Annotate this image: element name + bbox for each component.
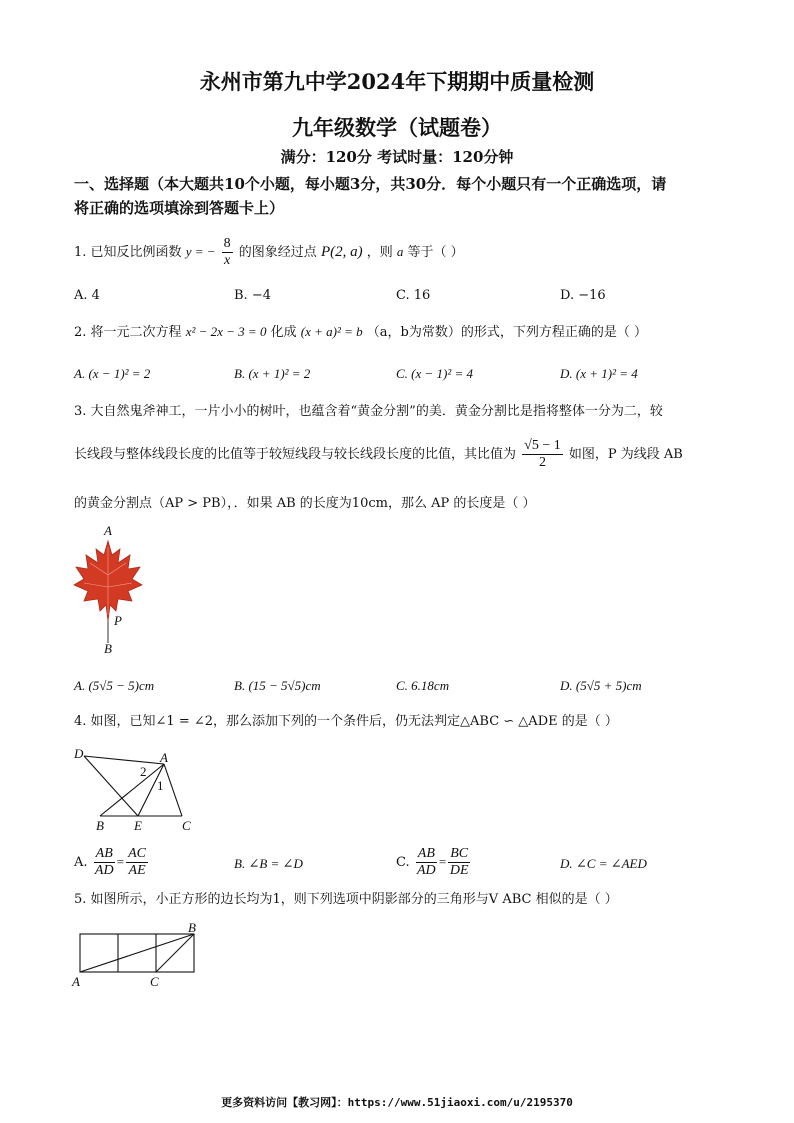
q1-text-d: 等于（ ）	[407, 245, 464, 260]
q3-option-b[interactable]: B. (15 − 5√5)cm	[234, 678, 321, 693]
maple-leaf-icon	[70, 525, 150, 660]
q1-func: y = −	[185, 244, 216, 259]
q4-a-num1: AB	[95, 846, 113, 861]
grid-label-a: A	[72, 974, 80, 989]
q1-text-c: ，则	[366, 245, 393, 260]
q3-fraction	[522, 438, 563, 471]
q4-option-d[interactable]: D. ∠C = ∠AED	[560, 856, 647, 871]
q2-option-a[interactable]: A. (x − 1)² = 2	[74, 366, 151, 381]
question-4: 4. 如图，已知∠1 = ∠2，那么添加下列的一个条件后，仍无法判定△ABC ∽ △ADE 的是（ ）	[74, 714, 618, 729]
grid-label-b: B	[188, 920, 196, 935]
q1-option-b[interactable]: B. −4	[234, 288, 271, 303]
q1-option-c[interactable]: C. 16	[396, 288, 431, 303]
question-1	[74, 236, 464, 269]
q2-option-b[interactable]: B. (x + 1)² = 2	[234, 366, 311, 381]
q3-fraction-num: √5 − 1	[524, 438, 561, 453]
q2-text-a: 2. 将一元二次方程	[74, 325, 182, 340]
q4-c-num1: AB	[417, 846, 435, 861]
q1-var: a	[396, 244, 404, 259]
footer-link[interactable]: 更多资料访问【教习网】：https://www.51jiaoxi.com/u/2195370	[221, 1096, 573, 1109]
q3-fraction-den: 2	[538, 455, 546, 470]
q4-c-num2: BC	[450, 846, 469, 861]
q2-equation: x² − 2x − 3 = 0	[185, 324, 267, 339]
section-heading	[74, 172, 734, 220]
question-3-line2	[74, 438, 683, 471]
section-heading-line2: 将正确的选项填涂到答题卡上）	[74, 199, 285, 217]
q4-option-a-frac1	[94, 846, 115, 879]
exam-title: 永州市第九中学2024年下期期中质量检测	[199, 69, 595, 94]
point-label-e: E	[134, 818, 142, 833]
q4-option-c-prefix: C.	[396, 855, 410, 870]
q4-a-num2: AC	[128, 846, 147, 861]
q1-fraction-num: 8	[223, 236, 231, 251]
question-3-line1: 3. 大自然鬼斧神工，一片小小的树叶，也蕴含着“黄金分割”的美．黄金分割比是指将整体一分为二，较	[74, 404, 663, 419]
triangle-figure	[70, 744, 200, 836]
q1-text-b: 的图象经过点	[238, 245, 317, 260]
grid-label-c: C	[150, 974, 159, 989]
q4-option-c-frac2	[448, 846, 470, 879]
leaf-label-a: A	[104, 523, 112, 538]
leaf-label-b: B	[104, 641, 112, 656]
q4-option-a[interactable]: A. $\frac{AB}{AD}$ = $\frac{AC}{AE}$	[74, 846, 147, 878]
q4-c-den2: DE	[449, 863, 469, 878]
score-time: 满分：120分 考试时量：120分钟	[280, 148, 514, 166]
q4-option-c-frac1	[416, 846, 437, 879]
q2-form: (x + a)² = b	[300, 324, 363, 339]
q3-option-c[interactable]: C. 6.18cm	[396, 678, 450, 693]
maple-leaf-figure	[70, 525, 150, 660]
grid-figure	[70, 920, 210, 992]
q1-point: P(2, a)	[320, 244, 363, 260]
q1-option-a[interactable]: A. 4	[74, 288, 100, 303]
section-heading-line1: 一、选择题（本大题共10个小题，每小题3分，共30分．每个小题只有一个正确选项，请	[74, 175, 667, 193]
q4-a-den2: AE	[128, 863, 146, 878]
q4-option-a-frac2	[126, 846, 148, 879]
point-label-c: C	[182, 818, 191, 833]
point-label-a: A	[160, 750, 168, 765]
exam-subtitle: 九年级数学（试题卷）	[292, 115, 502, 140]
q3-line2-b: 如图，P 为线段 AB	[568, 447, 683, 462]
question-5: 5. 如图所示，小正方形的边长均为1，则下列选项中阴影部分的三角形与V ABC 相似的是（ ）	[74, 892, 618, 907]
question-3-line3: 的黄金分割点（AP > PB），．如果 AB 的长度为10cm，那么 AP 的长度是（ ）	[74, 496, 536, 511]
q4-option-c[interactable]: C. $\frac{AB}{AD}$ = $\frac{BC}{DE}$	[396, 846, 469, 878]
q2-text-b: 化成	[270, 325, 297, 340]
q1-option-d[interactable]: D. −16	[560, 288, 606, 303]
q2-option-c[interactable]: C. (x − 1)² = 4	[396, 366, 474, 381]
q1-text-a: 1. 已知反比例函数	[74, 245, 182, 260]
q1-fraction-den: x	[224, 253, 231, 268]
q4-a-den1: AD	[94, 863, 114, 878]
q1-fraction	[222, 236, 233, 269]
q3-option-d[interactable]: D. (5√5 + 5)cm	[560, 678, 642, 693]
q2-text-c: （a，b为常数）的形式，下列方程正确的是（ ）	[366, 325, 647, 340]
angle-label-1: 1	[157, 778, 164, 793]
point-label-d: D	[74, 746, 84, 761]
point-label-b: B	[96, 818, 104, 833]
q4-option-a-prefix: A.	[74, 855, 88, 870]
angle-label-2: 2	[140, 764, 147, 779]
q2-option-d[interactable]: D. (x + 1)² = 4	[560, 366, 638, 381]
q3-line2-a: 长线段与整体线段长度的比值等于较短线段与较长线段长度的比值，其比值为	[74, 447, 517, 462]
q4-c-den1: AD	[416, 863, 436, 878]
q3-option-a[interactable]: A. (5√5 − 5)cm	[74, 678, 155, 693]
q4-option-b[interactable]: B. ∠B = ∠D	[234, 856, 303, 871]
question-2	[74, 322, 647, 343]
leaf-label-p: P	[114, 613, 122, 628]
